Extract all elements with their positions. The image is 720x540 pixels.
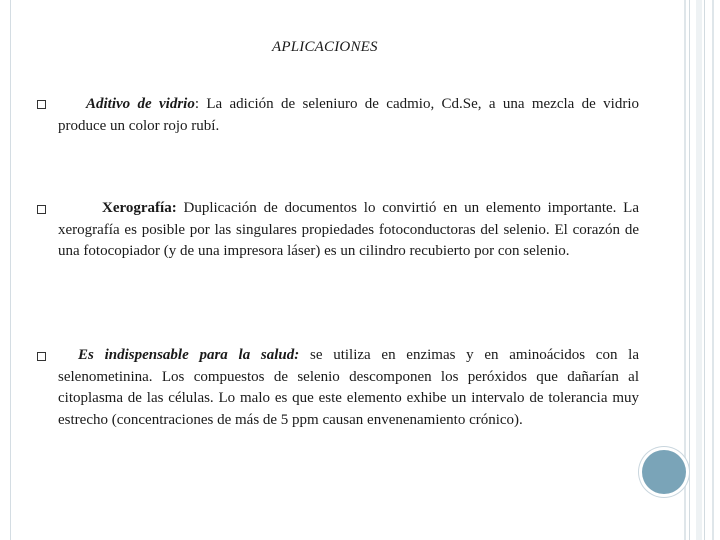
item-body-text: Duplicación de documentos lo convirtió en un elemento importante. La xerografía es posible por las singulares propiedades fotoconductoras del selenio. El corazón de una fotocopiador (y de una impresora láser) es un cilindro recubierto por con selenio.: [58, 200, 639, 259]
decorative-border-line: [704, 0, 705, 540]
decorative-border-band: [696, 0, 702, 540]
hollow-square-bullet-icon: [36, 351, 46, 361]
decorative-border-line: [684, 0, 686, 540]
slide-title: APLICACIONES: [272, 39, 378, 55]
item-lead-separator: :: [194, 96, 199, 112]
list-item-salud: [58, 345, 639, 431]
decorative-border-line: [712, 0, 714, 540]
decorative-circle: [642, 450, 686, 494]
item-body-text: se utiliza en enzimas y en aminoácidos con la selenometinina. Los compuestos de selenio descomponen los peróxidos que dañarían al citoplasma de las células. Lo malo es que este elemento exhibe un intervalo de tolerancia muy estrecho (concentraciones de más de 5 ppm causan envenenamiento crónico).: [58, 347, 639, 428]
item-lead-label: Es indispensable para la salud:: [78, 347, 300, 363]
slide-frame-left-border: [10, 0, 11, 540]
item-lead-label: Aditivo de vidrio: [86, 96, 195, 112]
list-item-xerografia: [58, 198, 639, 263]
item-body-text: La adición de seleniuro de cadmio, Cd.Se, a una mezcla de vidrio produce un color rojo rubí.: [58, 96, 639, 134]
decorative-border-line: [689, 0, 690, 540]
hollow-square-bullet-icon: [36, 99, 46, 109]
hollow-square-bullet-icon: [36, 204, 46, 214]
list-item-aditivo-de-vidrio: [58, 94, 639, 137]
item-lead-label: Xerografía:: [102, 200, 177, 216]
